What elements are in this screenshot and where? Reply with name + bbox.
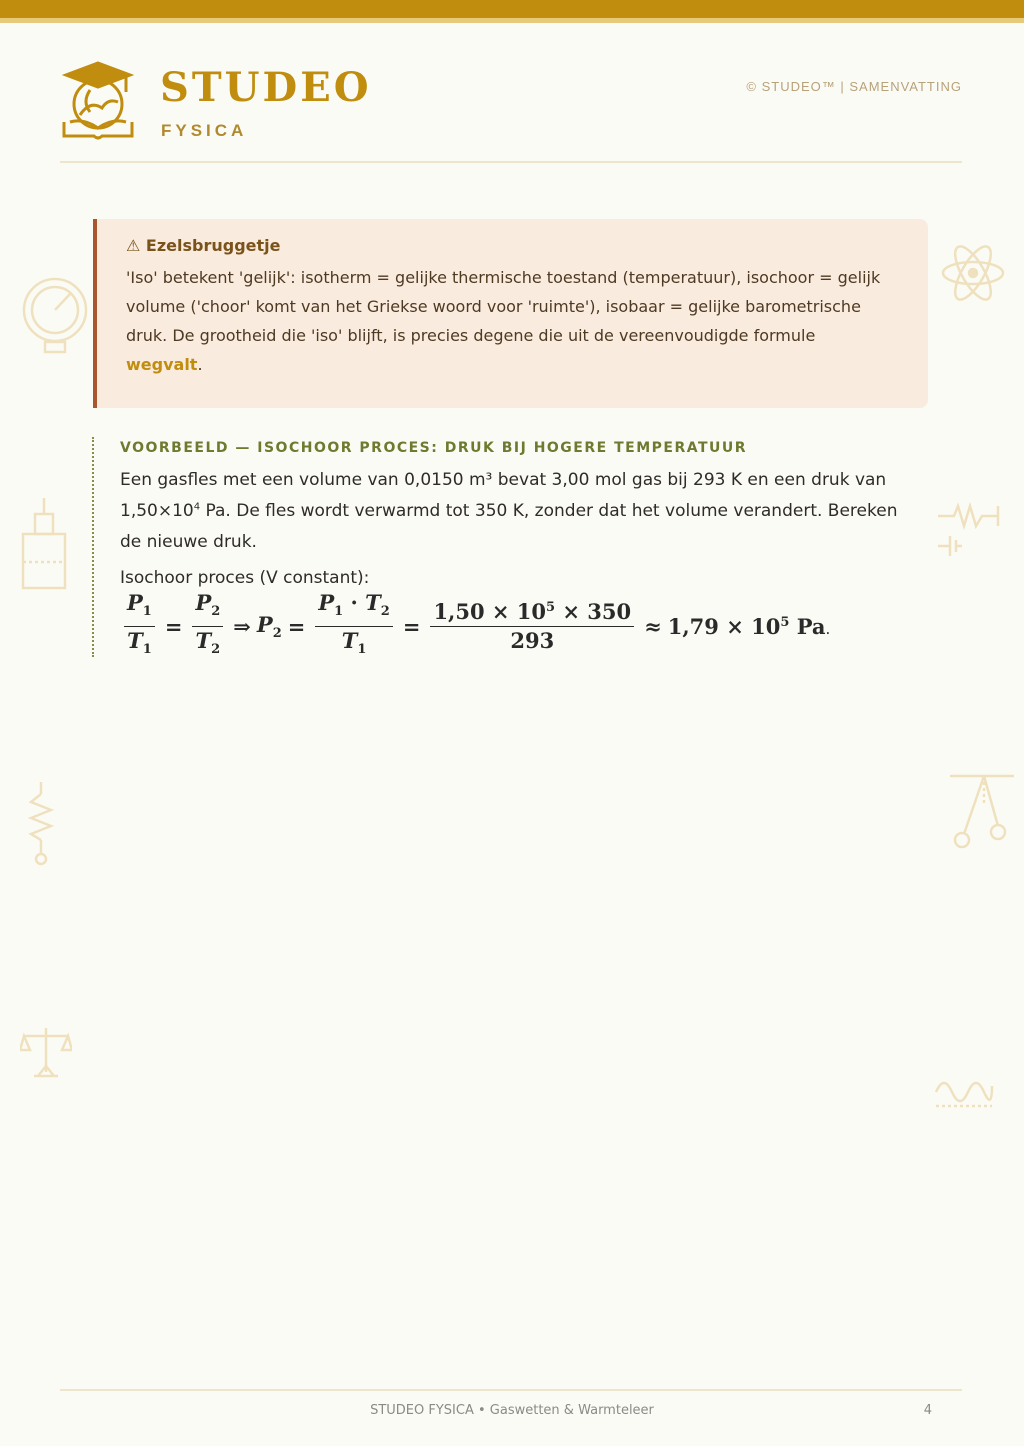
var-t1: T <box>127 628 143 654</box>
header-divider <box>60 161 962 163</box>
copyright-label: © STUDEO™ | SAMENVATTING <box>746 79 962 94</box>
sub-lhs: 2 <box>272 626 282 642</box>
example-problem <box>120 465 920 558</box>
mnemonic-title: ⚠ Ezelsbruggetje <box>126 236 281 255</box>
equals-sign: = <box>164 614 183 640</box>
equals-sign-3: = <box>402 614 421 640</box>
approx-sign: ≈ <box>644 614 662 640</box>
var-lhs: P <box>256 612 273 638</box>
var-t2: T <box>195 628 212 654</box>
mnemonic-callout <box>93 219 928 408</box>
mnemonic-body <box>126 263 896 379</box>
dot-operator: · <box>350 590 358 615</box>
fraction-values <box>430 599 634 654</box>
atom-icon <box>940 242 1006 304</box>
top-accent-bar-light <box>0 18 1024 23</box>
lhs-p2 <box>257 612 282 641</box>
sine-wave-icon <box>934 1072 994 1112</box>
example-problem-exponent: 4 <box>193 501 201 513</box>
example-problem-text-1: Een gasfles met een volume van 0,0150 m³ bevat 3,00 mol gas bij 293 K en een druk van 1,50×10 <box>120 470 887 521</box>
fraction-expression <box>315 590 392 663</box>
equals-sign-2: = <box>287 614 306 640</box>
num-value-tail: × 350 <box>555 599 632 625</box>
example-block <box>92 437 950 657</box>
sub-t1: 1 <box>142 642 152 658</box>
var-den: T <box>341 628 358 654</box>
sub-p2: 2 <box>211 604 221 620</box>
example-title: VOORBEELD — ISOCHOOR PROCES: DRUK BIJ HOGERE TEMPERATUUR <box>120 440 748 456</box>
spring-icon <box>28 780 54 866</box>
mnemonic-text: 'Iso' betekent 'gelijk': isotherm = gelijke thermische toestand (temperatuur), isochoor = gelijk volume ('choor' komt van het Griekse woord voor 'ruimte'), isobaar = gelijke barometrische druk. De grootheid die 'iso' blijft, is precies degene die uit de vereenvoudigde formule <box>126 268 881 345</box>
var-num-right: T <box>365 590 381 615</box>
isochoric-formula <box>120 590 950 663</box>
top-accent-bar <box>0 0 1024 18</box>
sub-den: 1 <box>357 642 367 658</box>
pendulum-icon <box>948 772 1016 850</box>
sub-num-right: 2 <box>380 604 390 620</box>
implies-sign: ⇒ <box>233 614 251 640</box>
num-value: 1,50 × 10 <box>433 599 547 625</box>
result-exponent: 5 <box>780 615 790 631</box>
pressure-gauge-icon <box>20 276 90 356</box>
example-problem-text-2: Pa. De fles wordt verwarmd tot 350 K, zonder dat het volume verandert. Bereken de nieuwe druk. <box>120 501 898 552</box>
sub-num-left: 1 <box>334 604 344 620</box>
num-value-exponent: 5 <box>546 600 556 616</box>
page-number: 4 <box>923 1403 932 1418</box>
sub-t2: 2 <box>211 642 221 658</box>
fraction-p1-t1 <box>124 590 155 663</box>
fraction-p2-t2 <box>192 590 223 663</box>
subject-name: FYSICA <box>161 121 248 140</box>
sub-p1: 1 <box>142 604 152 620</box>
var-num-left: P <box>318 590 335 615</box>
graduation-cap-logo-icon <box>60 60 136 142</box>
var-p2: P <box>195 590 212 615</box>
result-unit: Pa <box>789 614 826 640</box>
battery-icon <box>20 496 68 592</box>
example-lead: Isochoor proces (V constant): <box>120 568 370 588</box>
brand-name: STUDEO <box>160 64 372 111</box>
den-value: 293 <box>510 628 555 654</box>
result-mantissa: 1,79 × 10 <box>667 614 781 640</box>
result-value <box>668 614 831 639</box>
balance-scale-icon <box>20 1026 72 1080</box>
footer-text: STUDEO FYSICA • Gaswetten & Warmteleer <box>370 1403 654 1418</box>
mnemonic-end: . <box>197 355 203 374</box>
mnemonic-highlight: wegvalt <box>126 355 198 374</box>
footer-divider <box>60 1389 962 1391</box>
var-p1: P <box>127 590 143 615</box>
result-period: . <box>825 620 831 639</box>
